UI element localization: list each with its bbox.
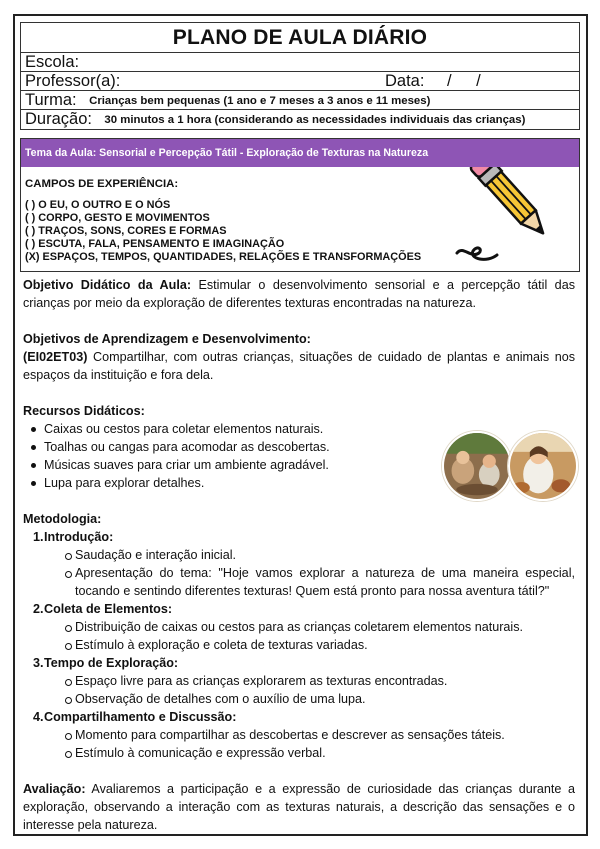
theme-section bbox=[20, 138, 580, 272]
list-item: Estímulo à comunicação e expressão verbal. bbox=[65, 744, 575, 762]
campo-item[interactable]: ( ) ESCUTA, FALA, PENSAMENTO E IMAGINAÇÃO bbox=[25, 238, 285, 250]
recursos-list bbox=[23, 420, 575, 492]
step-title: Introdução: bbox=[44, 530, 114, 544]
campo-item[interactable]: (X) ESPAÇOS, TEMPOS, QUANTIDADES, RELAÇÕES E TRANSFORMAÇÕES bbox=[25, 251, 422, 263]
header-form bbox=[20, 22, 580, 130]
step-title: Compartilhamento e Discussão: bbox=[44, 710, 237, 724]
campo-item[interactable]: ( ) O EU, O OUTRO E O NÓS bbox=[25, 199, 171, 211]
pencil-icon bbox=[453, 167, 565, 267]
list-item: Espaço livre para as crianças explorarem as texturas encontradas. bbox=[65, 672, 575, 690]
list-item: Estímulo à exploração e coleta de texturas variadas. bbox=[65, 636, 575, 654]
objetivos-aprendizagem-text: Compartilhar, com outras crianças, situações de cuidado de plantas e animais nos espaços da instituição e fora dela. bbox=[23, 350, 576, 382]
step-number: 3. bbox=[33, 656, 44, 670]
campo-item[interactable]: ( ) TRAÇOS, SONS, CORES E FORMAS bbox=[25, 225, 227, 237]
metodologia-step bbox=[33, 528, 575, 600]
data-slashes: / / bbox=[447, 72, 491, 90]
duracao-field bbox=[21, 110, 579, 129]
recursos-title: Recursos Didáticos: bbox=[23, 404, 145, 418]
lesson-content bbox=[23, 276, 575, 834]
campo-item[interactable]: ( ) CORPO, GESTO E MOVIMENTOS bbox=[25, 212, 210, 224]
turma-field bbox=[21, 91, 579, 110]
step-number: 1. bbox=[33, 530, 44, 544]
objetivos-aprendizagem bbox=[23, 348, 575, 384]
page-title: PLANO DE AULA DIÁRIO bbox=[21, 23, 579, 53]
data-label: Data: bbox=[385, 72, 425, 90]
avaliacao-text: Avaliaremos a participação e a expressão de curiosidade das crianças durante a exploração, observando a interação com as texturas naturais, a descrição das sensações e o interesse pela natureza. bbox=[23, 782, 575, 832]
campos-title: CAMPOS DE EXPERIÊNCIA: bbox=[25, 178, 179, 190]
turma-value: Crianças bem pequenas (1 ano e 7 meses a 3 anos e 11 meses) bbox=[89, 95, 431, 107]
list-item: Caixas ou cestos para coletar elementos naturais. bbox=[31, 420, 575, 438]
step-number: 2. bbox=[33, 602, 44, 616]
list-item: Toalhas ou cangas para acomodar as descobertas. bbox=[31, 438, 575, 456]
list-item: Músicas suaves para criar um ambiente agradável. bbox=[31, 456, 575, 474]
escola-label: Escola: bbox=[25, 53, 80, 71]
bncc-code: (EI02ET03) bbox=[23, 350, 88, 364]
escola-field[interactable] bbox=[21, 53, 579, 72]
step-title: Tempo de Exploração: bbox=[44, 656, 179, 670]
duracao-value: 30 minutos a 1 hora (considerando as necessidades individuais das crianças) bbox=[104, 114, 526, 126]
step-number: 4. bbox=[33, 710, 44, 724]
avaliacao-label: Avaliação: bbox=[23, 782, 86, 796]
list-item: Momento para compartilhar as descobertas e descrever as sensações táteis. bbox=[65, 726, 575, 744]
avaliacao bbox=[23, 780, 575, 834]
objetivo-didatico bbox=[23, 276, 575, 312]
list-item: Distribuição de caixas ou cestos para as crianças coletarem elementos naturais. bbox=[65, 618, 575, 636]
professor-label: Professor(a): bbox=[25, 72, 121, 90]
objetivo-didatico-text: Estimular o desenvolvimento sensorial e a percepção tátil das crianças por meio da exploração de diferentes texturas encontradas na natureza. bbox=[23, 278, 575, 310]
metodologia-step bbox=[33, 600, 575, 654]
metodologia-step bbox=[33, 708, 575, 762]
objetivo-didatico-label: Objetivo Didático da Aula: bbox=[23, 278, 192, 292]
turma-label: Turma: bbox=[25, 91, 77, 109]
objetivos-aprendizagem-title: Objetivos de Aprendizagem e Desenvolvimento: bbox=[23, 332, 311, 346]
duracao-label: Duração: bbox=[25, 110, 92, 128]
list-item: Observação de detalhes com o auxílio de uma lupa. bbox=[65, 690, 575, 708]
metodologia-list bbox=[23, 528, 575, 762]
list-item: Saudação e interação inicial. bbox=[65, 546, 575, 564]
professor-field[interactable] bbox=[21, 72, 579, 91]
step-title: Coleta de Elementos: bbox=[44, 602, 173, 616]
metodologia-title: Metodologia: bbox=[23, 512, 102, 526]
metodologia-step bbox=[33, 654, 575, 708]
list-item: Apresentação do tema: "Hoje vamos explorar a natureza de uma maneira especial, tocando e sentindo diferentes texturas! Quem está pronto para nossa aventura tátil?" bbox=[65, 564, 575, 600]
theme-bar: Tema da Aula: Sensorial e Percepção Tátil - Exploração de Texturas na Natureza bbox=[21, 139, 579, 167]
list-item: Lupa para explorar detalhes. bbox=[31, 474, 575, 492]
